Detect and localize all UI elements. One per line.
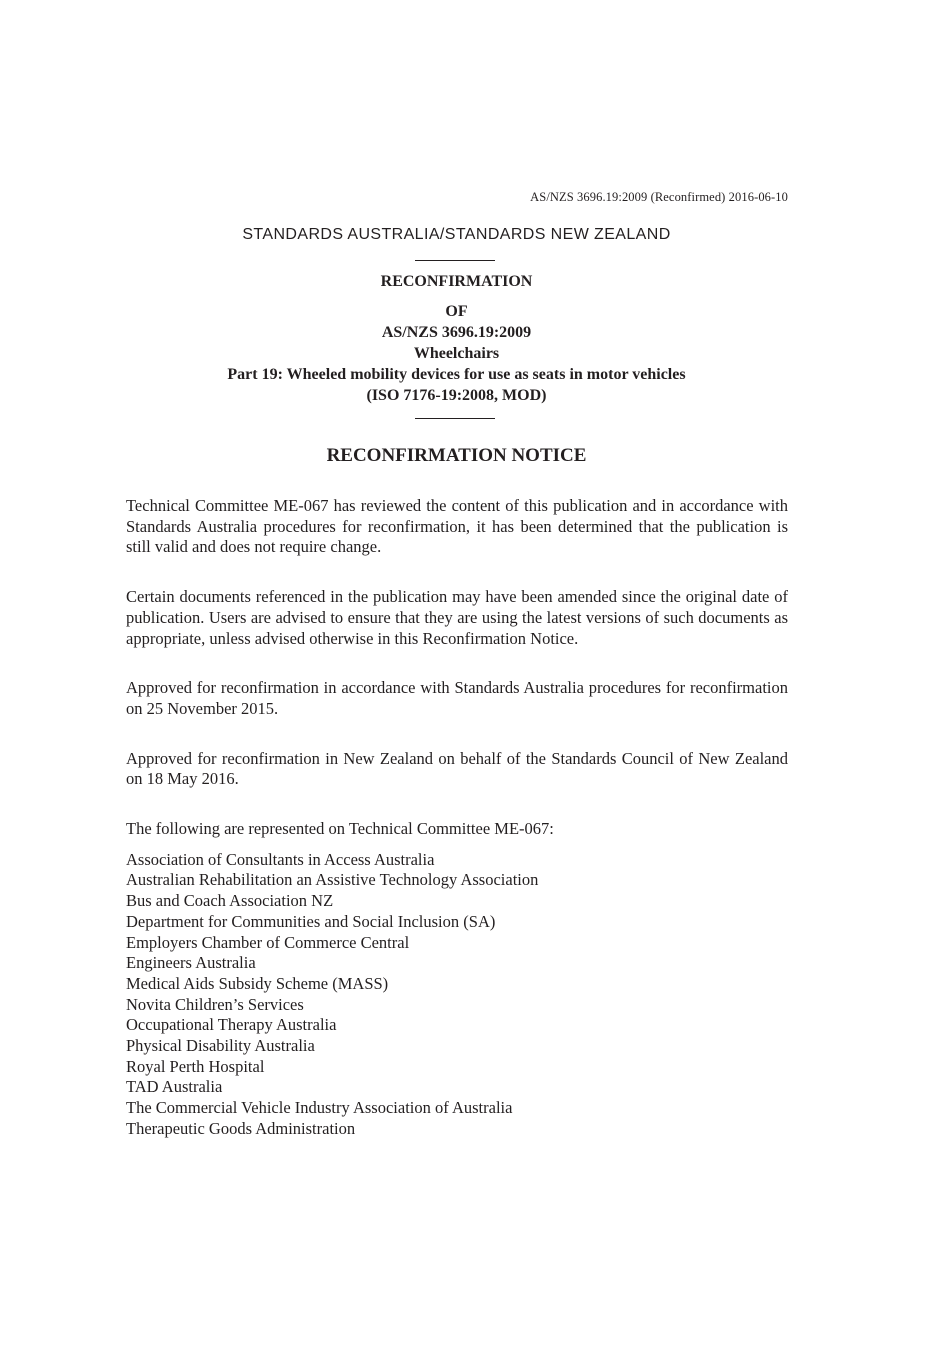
- title-of: OF: [445, 303, 468, 320]
- committee-member: Department for Communities and Social Inclusion (SA): [126, 911, 496, 931]
- title-reconfirmation: RECONFIRMATION: [380, 273, 533, 290]
- committee-member: TAD Australia: [126, 1077, 223, 1097]
- notice-paragraph: Approved for reconfirmation in New Zealand on behalf of the Standards Council of New Zealand on 18 May 2016.: [126, 748, 788, 789]
- notice-paragraph: Technical Committee ME-067 has reviewed the content of this publication and in accordance with Standards Australia procedures for reconfirmation, it has been determined that the publication is still valid and does not require change.: [126, 496, 788, 557]
- notice-heading: RECONFIRMATION NOTICE: [326, 445, 587, 466]
- title-block: [0, 271, 913, 406]
- committee-member: Physical Disability Australia: [126, 1036, 315, 1056]
- notice-paragraph: Approved for reconfirmation in accordance with Standards Australia procedures for reconfirmation on 25 November 2015.: [126, 678, 788, 718]
- document-reference: AS/NZS 3696.19:2009 (Reconfirmed) 2016-06-10: [530, 190, 788, 204]
- committee-member: Association of Consultants in Access Australia: [126, 849, 435, 869]
- committee-member: Occupational Therapy Australia: [126, 1015, 337, 1035]
- committee-intro: The following are represented on Technical Committee ME-067:: [126, 819, 554, 839]
- notice-body: [126, 496, 788, 1140]
- committee-member: Novita Children’s Services: [126, 994, 304, 1014]
- committee-member: The Commercial Vehicle Industry Association of Australia: [126, 1098, 513, 1118]
- committee-member: Therapeutic Goods Administration: [126, 1118, 356, 1138]
- committee-member: Engineers Australia: [126, 953, 256, 973]
- committee-member-list: [126, 850, 788, 1140]
- title-part: Part 19: Wheeled mobility devices for use as seats in motor vehicles: [227, 366, 686, 383]
- committee-member: Bus and Coach Association NZ: [126, 891, 334, 911]
- committee-member: Royal Perth Hospital: [126, 1056, 265, 1076]
- committee-member: Medical Aids Subsidy Scheme (MASS): [126, 973, 389, 993]
- committee-member: Employers Chamber of Commerce Central: [126, 932, 410, 952]
- committee-member: Australian Rehabilitation an Assistive Technology Association: [126, 870, 539, 890]
- title-standard-number: AS/NZS 3696.19:2009: [381, 324, 532, 341]
- divider-top: [415, 260, 495, 261]
- notice-paragraph: Certain documents referenced in the publication may have been amended since the original date of publication. Users are advised to ensure that they are using the latest versions of such documents as appropriate, unless advised otherwise in this Reconfirmation Notice.: [126, 587, 788, 648]
- title-iso-reference: (ISO 7176-19:2008, MOD): [366, 387, 547, 404]
- divider-bottom: [415, 418, 495, 419]
- title-subject: Wheelchairs: [413, 345, 500, 362]
- organisation-name: STANDARDS AUSTRALIA/STANDARDS NEW ZEALAND: [242, 226, 671, 243]
